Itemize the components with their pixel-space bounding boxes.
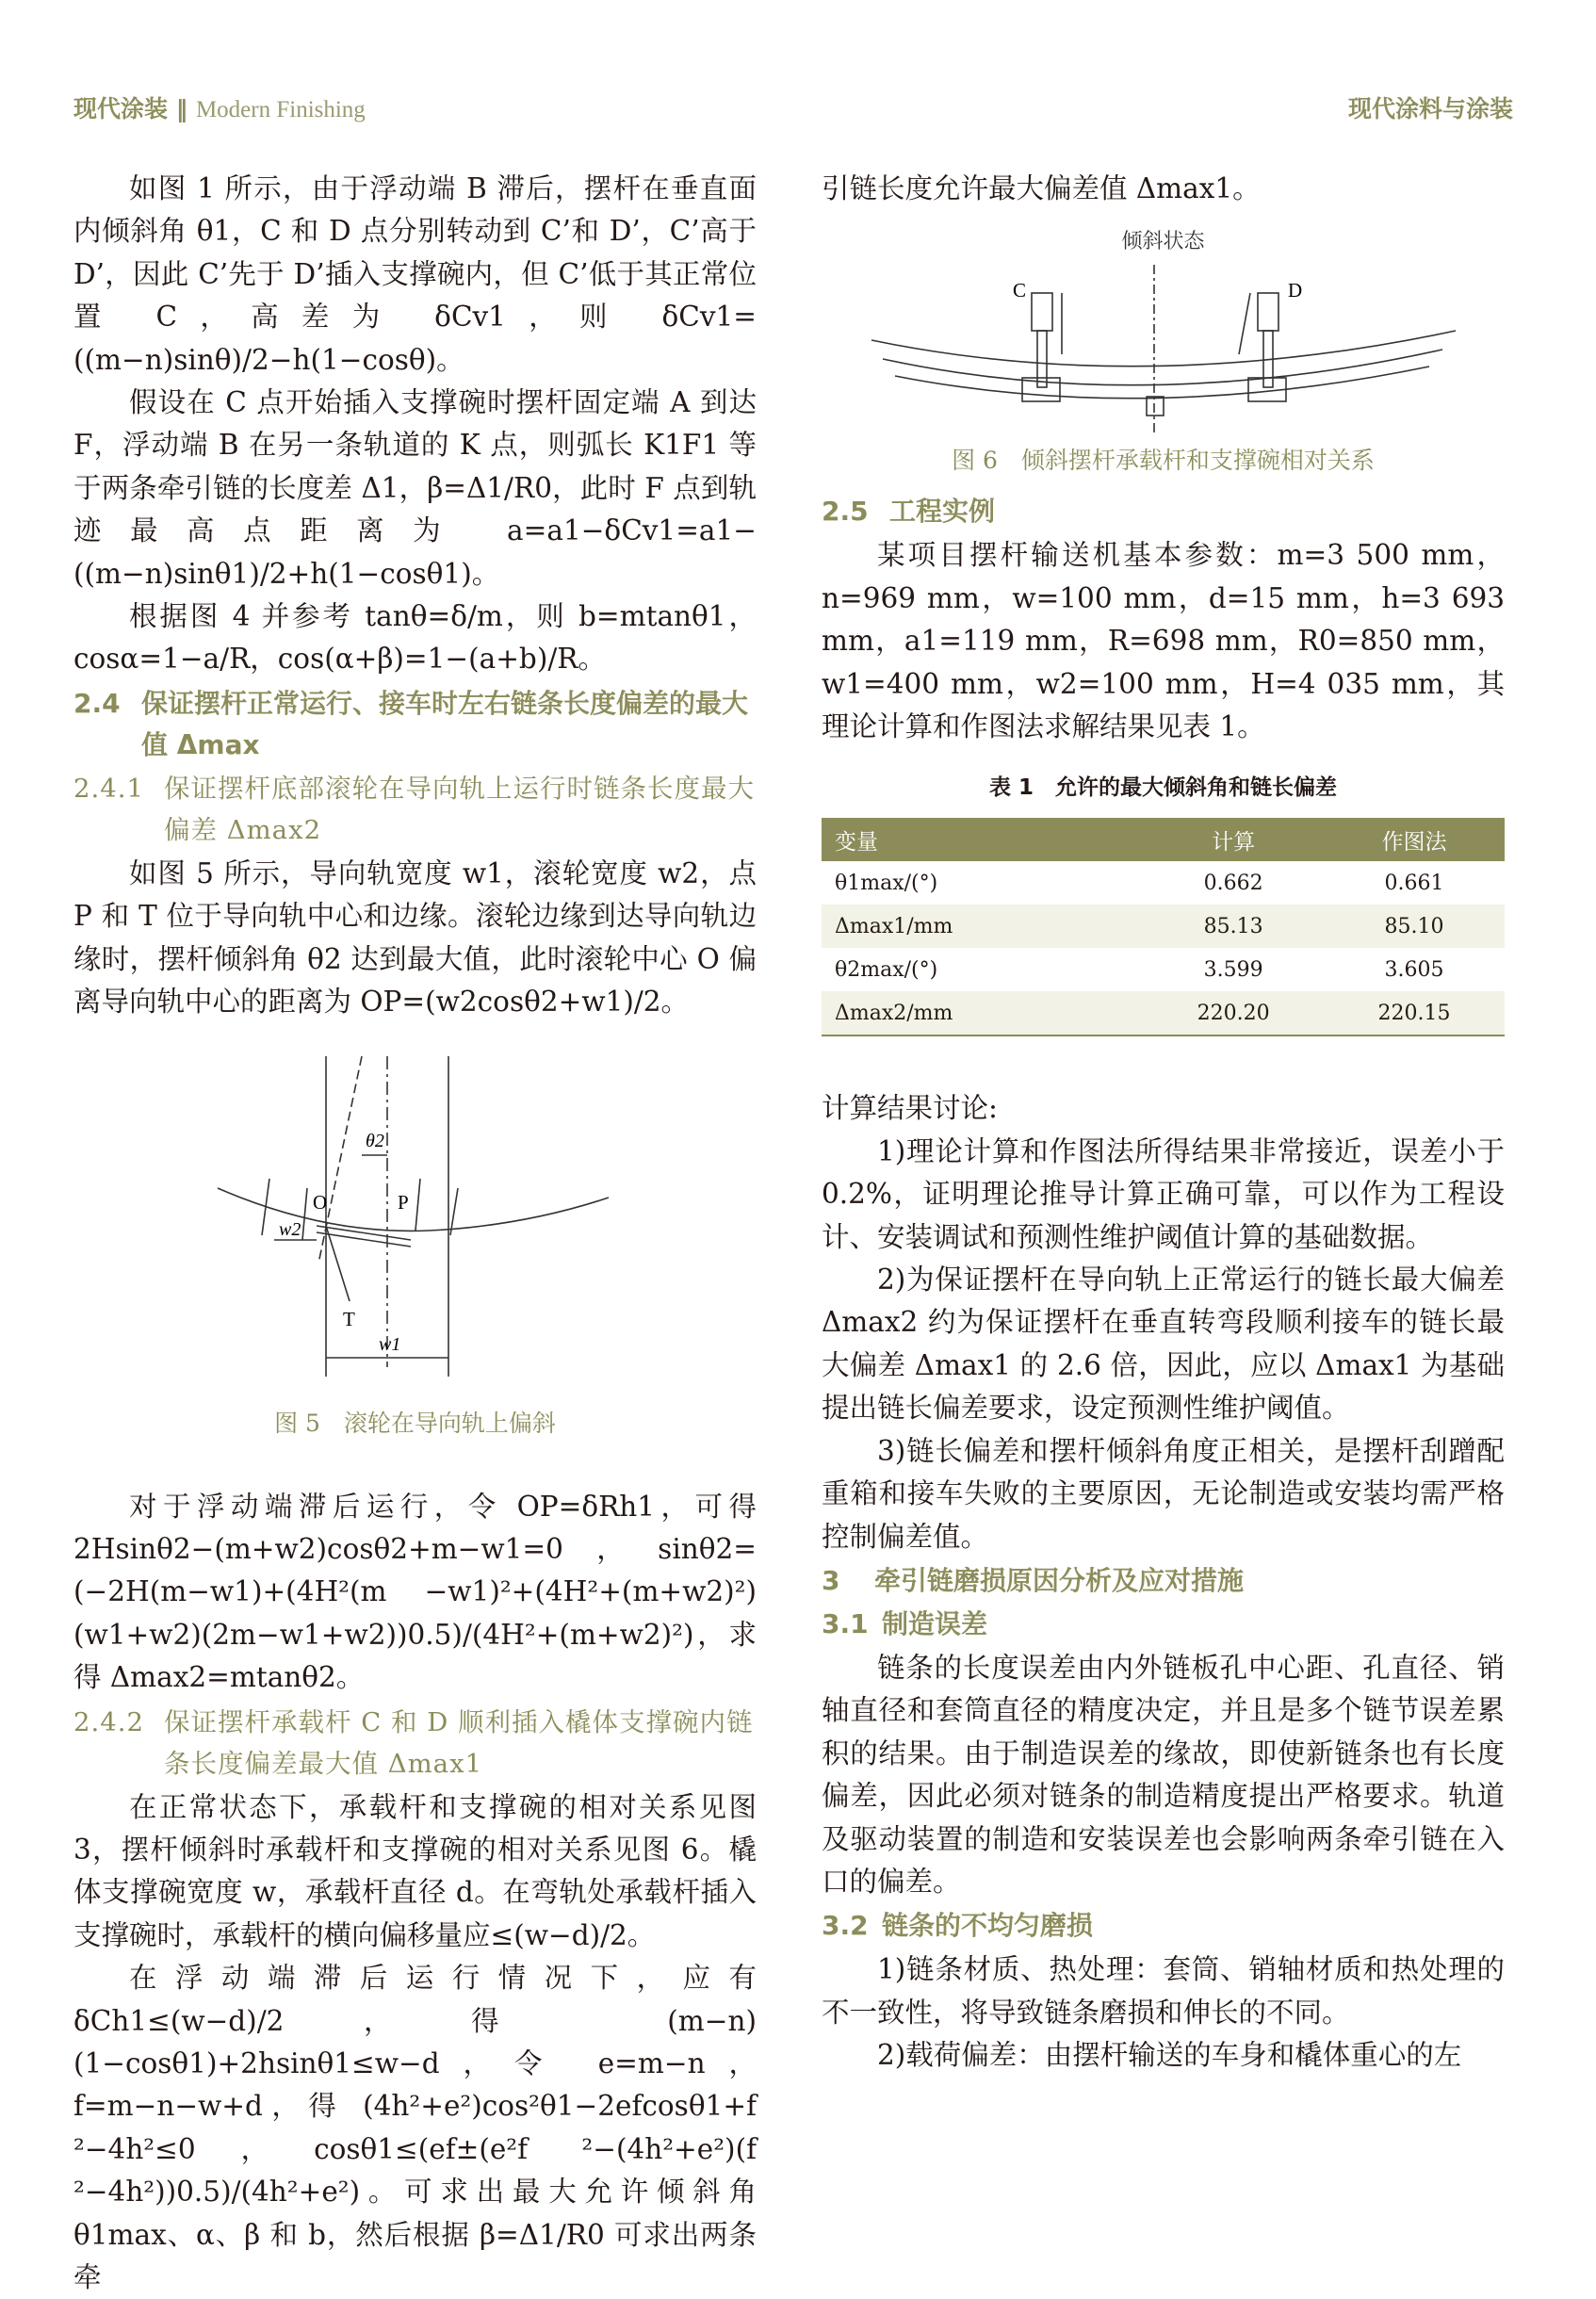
paragraph: 在正常状态下，承载杆和支撑碗的相对关系见图 3，摆杆倾斜时承载杆和支撑碗的相对关系见图 6。橇体支撑碗宽度 w，承载杆直径 d。在弯轨处承载杆插入支撑碗时，承载杆的横向偏移量应≤(w−d)/2。	[73, 1790, 757, 1951]
w2-label: w2	[278, 1218, 301, 1240]
paragraph: 某项目摆杆输送机基本参数：m=3 500 mm，n=969 mm，w=100 mm，d=15 mm，h=3 693 mm，a1=119 mm，R=698 mm，R0=850 mm，w1=400 mm，w2=100 mm，H=4 035 mm，其理论计算和作图法求解结果见表 1。	[822, 539, 1505, 743]
section-number: 2.4	[73, 687, 121, 719]
paragraph: 引链长度允许最大偏差值 Δmax1。	[822, 172, 1261, 204]
paragraph: 在浮动端滞后运行情况下，应有 δCh1≤(w−d)/2，得 (m−n)(1−cosθ1)+2hsinθ1≤w−d，令 e=m−n，f=m−n−w+d，得 (4h²+e²)cos²θ1−2efcosθ1+f ²−4h²≤0，cosθ1≤(ef±(e²f ²−(4h²+e²)(f ²−4h²))0.5)/(4h²+e²)。可求出最大允许倾斜角 θ1max、α、β 和 b，然后根据 β=Δ1/R0 可求出两条牵	[73, 1962, 757, 2293]
section-number: 2.4.1	[73, 773, 144, 804]
point-p-label: P	[397, 1190, 409, 1214]
paragraph: 1)理论计算和作图法所得结果非常接近，误差小于 0.2%，证明理论推导计算正确可靠，可以作为工程设计、安装调试和预测性维护阈值计算的基础数据。	[822, 1134, 1505, 1253]
section-number: 3.1	[822, 1607, 869, 1639]
running-header-left	[73, 90, 366, 124]
point-t-label: T	[342, 1307, 355, 1330]
section-number: 2.5	[822, 496, 869, 528]
paragraph: 计算结果讨论:	[822, 1092, 998, 1125]
section-title: 工程实例	[889, 496, 996, 528]
table-cell: θ2max/(°)	[835, 957, 938, 982]
paragraph: 3)链长偏差和摆杆倾斜角度正相关，是摆杆刮蹭配重箱和接车失败的主要原因，无论制造或安装均需严格控制偏差值。	[822, 1434, 1505, 1553]
figure-5-caption: 图 5 滚轮在导向轨上偏斜	[274, 1409, 556, 1437]
table-cell: 220.20	[1143, 991, 1324, 1035]
section-heading-2-4	[73, 683, 757, 766]
point-d-label: D	[1287, 279, 1302, 302]
section-title: 保证摆杆底部滚轮在导向轨上运行时链条长度最大偏差 Δmax2	[164, 773, 755, 845]
table-cell: 0.661	[1384, 871, 1444, 895]
running-header-right: 现代涂料与涂装	[1347, 95, 1513, 122]
section-number: 3	[822, 1564, 840, 1596]
paragraph: 1)链条材质、热处理：套筒、销轴材质和热处理的不一致性，将导致链条磨损和伸长的不同。	[822, 1953, 1505, 2029]
section-number: 3.2	[822, 1910, 869, 1942]
section-title: 保证摆杆正常运行、接车时左右链条长度偏差的最大值 Δmax	[141, 687, 749, 760]
paragraph: 假设在 C 点开始插入支撑碗时摆杆固定端 A 到达 F，浮动端 B 在另一条轨道的 K 点，则弧长 K1F1 等于两条牵引链的长度差 Δ1，β=Δ1/R0，此时 F 点到轨迹最高点距离为 a=a1−δCv1=a1−((m−n)sinθ1)/2+h(1−cosθ1)。	[73, 386, 757, 590]
section-heading-3-1	[822, 1604, 1505, 1645]
table-header-row	[822, 818, 1505, 861]
section-heading-2-5	[822, 491, 1505, 532]
theta2-label: θ2	[365, 1130, 384, 1151]
paragraph: 如图 1 所示，由于浮动端 B 滞后，摆杆在垂直面内倾斜角 θ1，C 和 D 点分别转动到 C’和 D’，C’高于 D’，因此 C’先于 D’插入支撑碗内，但 C’低于其正常位置 C，高差为 δCv1，则 δCv1=((m−n)sinθ)/2−h(1−cosθ)。	[73, 172, 757, 376]
section-title: 制造误差	[882, 1607, 988, 1639]
section-heading-3	[822, 1560, 1505, 1602]
section-title: 牵引链磨损原因分析及应对措施	[874, 1564, 1245, 1596]
point-c-label: C	[1012, 279, 1026, 302]
section-number: 2.4.2	[73, 1706, 144, 1737]
table-cell: Δmax2/mm	[822, 991, 1143, 1035]
section-heading-3-2	[822, 1905, 1505, 1947]
table-row	[822, 948, 1505, 991]
table-cell: 0.662	[1203, 871, 1263, 895]
right-column	[822, 168, 1505, 2078]
figure-6-title: 倾斜状态	[1121, 230, 1205, 254]
table-cell: Δmax1/mm	[822, 905, 1143, 948]
paragraph: 根据图 4 并参考 tanθ=δ/m，则 b=mtanθ1，cosα=1−a/R，cos(α+β)=1−(a+b)/R。	[73, 600, 757, 676]
table-cell: 85.10	[1324, 905, 1505, 948]
paragraph: 对于浮动端滞后运行，令 OP=δRh1，可得 2Hsinθ2−(m+w2)cosθ2+m−w1=0，sinθ2=(−2H(m−w1)+(4H²(m −w1)²+(4H²+(m+w2)²)(w1+w2)(2m−w1+w2))0.5)/(4H²+(m+w2)²)，求得 Δmax2=mtanθ2。	[73, 1490, 757, 1694]
table-row	[822, 991, 1505, 1035]
section-heading-2-4-2	[73, 1702, 757, 1785]
table-cell: 85.13	[1143, 905, 1324, 948]
header-separator: ‖	[168, 95, 196, 122]
table-cell: 220.15	[1324, 991, 1505, 1035]
paragraph: 2)为保证摆杆在导向轨上正常运行的链长最大偏差 Δmax2 约为保证摆杆在垂直转弯段顺利接车的链长最大偏差 Δmax1 的 2.6 倍，因此，应以 Δmax1 为基础提出链长偏差要求，设定预测性维护阈值。	[822, 1264, 1505, 1425]
table-cell: 3.605	[1384, 957, 1444, 982]
figure-5-roller-diagram	[213, 1047, 618, 1386]
figure-6-caption: 图 6 倾斜摆杆承载杆和支撑碗相对关系	[952, 447, 1375, 475]
journal-name-cn: 现代涂装	[73, 95, 169, 122]
point-o-label: O	[312, 1190, 327, 1214]
table-1-title: 表 1 允许的最大倾斜角和链长偏差	[988, 775, 1337, 801]
section-title: 链条的不均匀磨损	[882, 1910, 1094, 1942]
table-cell: θ1max/(°)	[835, 871, 938, 895]
section-heading-2-4-1	[73, 768, 757, 851]
table-row	[822, 861, 1505, 905]
section-title: 保证摆杆承载杆 C 和 D 顺利插入橇体支撑碗内链条长度偏差最大值 Δmax1	[164, 1706, 754, 1779]
table-header-cell: 计算	[1143, 818, 1324, 861]
table-1	[822, 818, 1505, 1036]
left-column	[73, 168, 757, 2299]
table-header-cell: 变量	[822, 818, 1143, 861]
table-row	[822, 905, 1505, 948]
table-header-cell: 作图法	[1324, 818, 1505, 861]
figure-6-tilted-carrier-diagram	[862, 265, 1465, 434]
paragraph: 链条的长度误差由内外链板孔中心距、孔直径、销轴直径和套筒直径的精度决定，并且是多个链节误差累积的结果。由于制造误差的缘故，即使新链条也有长度偏差，因此必须对链条的制造精度提出严格要求。轨道及驱动装置的制造和安装误差也会影响两条牵引链在入口的偏差。	[822, 1651, 1505, 1898]
journal-name-en: Modern Finishing	[195, 97, 366, 122]
paragraph: 如图 5 所示，导向轨宽度 w1，滚轮宽度 w2，点 P 和 T 位于导向轨中心和边缘。滚轮边缘到达导向轨边缘时，摆杆倾斜角 θ2 达到最大值，此时滚轮中心 O 偏离导向轨中心的距离为 OP=(w2cosθ2+w1)/2。	[73, 856, 757, 1019]
table-cell: 3.599	[1203, 957, 1263, 982]
w1-label: w1	[378, 1333, 400, 1355]
paragraph: 2)载荷偏差：由摆杆输送的车身和橇体重心的左	[877, 2039, 1462, 2072]
